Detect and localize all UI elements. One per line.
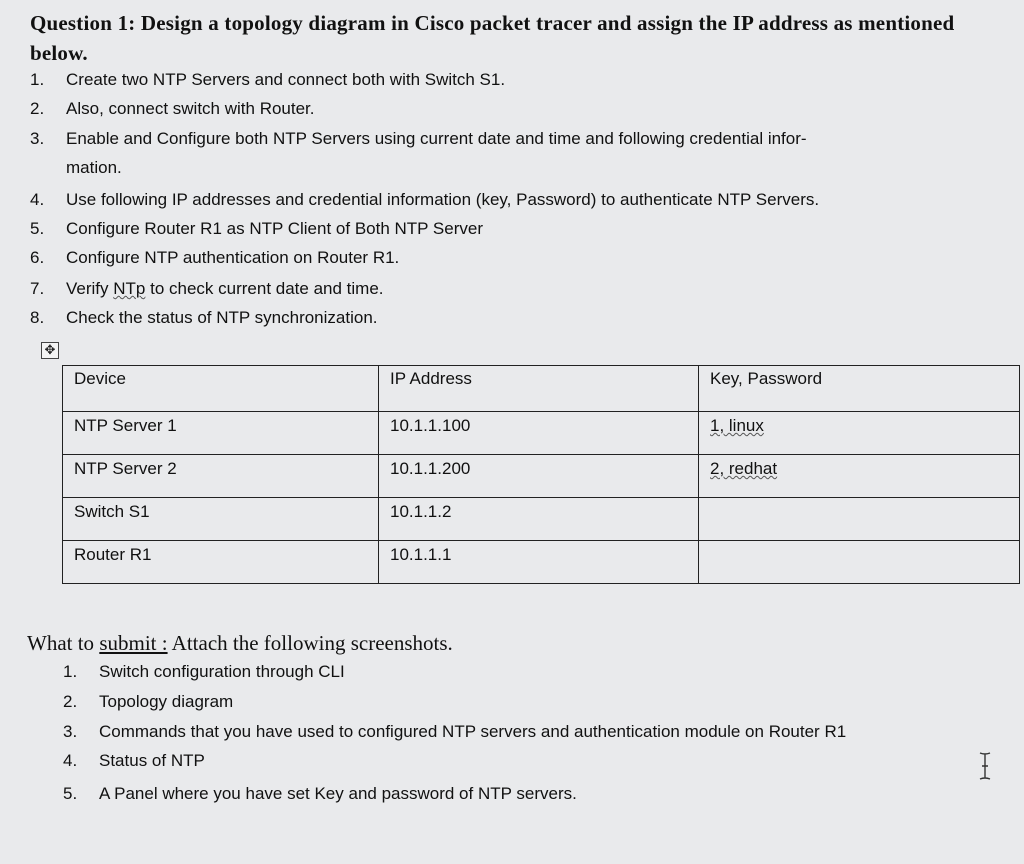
table-row	[63, 541, 1020, 584]
table-header-cell: IP Address	[379, 366, 699, 412]
table-row	[63, 412, 1020, 455]
table-cell: NTP Server 1	[63, 412, 379, 455]
ip-address-table	[62, 365, 1020, 584]
table-cell: 10.1.1.200	[379, 455, 699, 498]
table-cell	[699, 498, 1020, 541]
table-header-cell: Device	[63, 366, 379, 412]
spellcheck-underlined-word: NTp	[113, 279, 146, 298]
table-cell: NTP Server 2	[63, 455, 379, 498]
table-row	[63, 498, 1020, 541]
table-move-handle-icon[interactable]: ✥	[41, 342, 59, 359]
table-row	[63, 455, 1020, 498]
table-cell: 1, linux	[699, 412, 1020, 455]
text-cursor-icon	[978, 752, 992, 780]
table-cell: Router R1	[63, 541, 379, 584]
table-cell	[699, 541, 1020, 584]
table-cell: 10.1.1.2	[379, 498, 699, 541]
table-cell: 10.1.1.100	[379, 412, 699, 455]
table-header-row	[63, 366, 1020, 412]
question-title: Question 1: Design a topology diagram in Cisco packet tracer and assign the IP address as mentioned below.	[30, 11, 955, 65]
document-page: Question 1: Design a topology diagram in Cisco packet tracer and assign the IP address as mentioned below. 1. Create two NTP Servers and connect both with Switch S1. 2. Also, connect switch with Router. 3. Enable and Configure both NTP Servers using current date and time and following credential infor- mation. 4. Use following IP addresses and credential information (key, Password) to authenticate NTP Servers. 5. Configure Router R1 as NTP Client of Both NTP Server 6. Configure NTP authentication on Router R1. 7. Verify NTp to check current date and time. 8. Check the status of NTP synchronization. ✥ Device IP Address Key, Password NTP Server 1 10.1.1.100 1, linux NTP Server 2 10.1.1.200 2, redhat Switch S1 10.1.1.2 Router R1 10.1.1.1 What to submit : Attach the following screenshots. 1. Switch configuration through CLI 2. Topology diagram 3. Commands that you have used to configured NTP servers and authentication module on Router R1 4. Status of NTP 5. A Panel where you have set Key and password of NTP servers.	[0, 0, 1024, 864]
table-cell: 2, redhat	[699, 455, 1020, 498]
table-header-cell: Key, Password	[699, 366, 1020, 412]
table-cell: Switch S1	[63, 498, 379, 541]
table-cell: 10.1.1.1	[379, 541, 699, 584]
submit-heading: What to submit : Attach the following screenshots.	[27, 631, 453, 655]
